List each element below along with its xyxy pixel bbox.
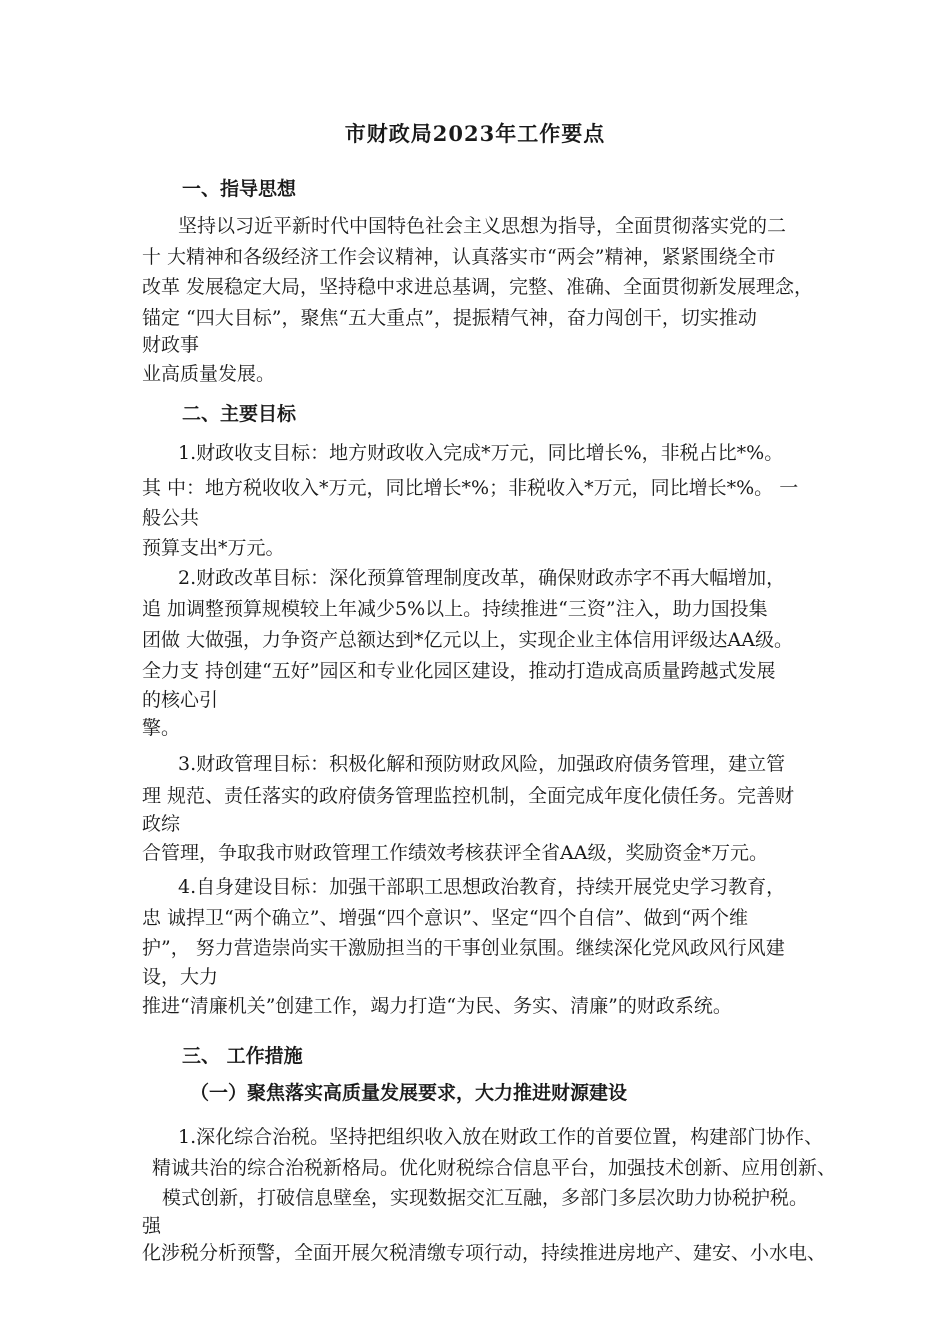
paragraph-line: 1.深化综合治税。坚持把组织收入放在财政工作的首要位置，构建部门协作、 <box>178 1126 824 1148</box>
paragraph-line: 理 规范、责任落实的政府债务管理监控机制，全面完成年度化债任务。完善财 <box>142 785 795 807</box>
paragraph-line: 化涉税分析预警，全面开展欠税清缴专项行动，持续推进房地产、建安、小水电、 <box>142 1242 827 1264</box>
paragraph-line: 精诚共治的综合治税新格局。优化财税综合信息平台，加强技术创新、应用创新、 <box>152 1157 837 1179</box>
paragraph-line: 十 大精神和各级经济工作会议精神，认真落实市“两会”精神，紧紧围绕全市 <box>142 246 776 268</box>
paragraph-line: 擎。 <box>142 717 181 739</box>
paragraph-line: 全力支 持创建“五好”园区和专业化园区建设，推动打造成高质量跨越式发展 <box>142 660 776 682</box>
paragraph-line: 政综 <box>142 813 181 835</box>
paragraph-line: 推进“清廉机关”创建工作，竭力打造“为民、务实、清廉”的财政系统。 <box>142 995 732 1017</box>
section-heading-main-goals: 二、主要目标 <box>182 403 297 425</box>
section-heading-guiding-thought: 一、指导思想 <box>182 178 297 200</box>
paragraph-line: 模式创新，打破信息壁垒，实现数据交汇互融，多部门多层次助力协税护税。 <box>162 1187 809 1209</box>
paragraph-line: 预算支出*万元。 <box>142 537 285 559</box>
paragraph-line: 合管理，争取我市财政管理工作绩效考核获评全省AA级，奖励资金*万元。 <box>142 842 768 864</box>
paragraph-line: 锚定 “四大目标”，聚焦“五大重点”，提振精气神，奋力闯创干，切实推动 <box>142 307 757 329</box>
paragraph-line: 追 加调整预算规模较上年减少5%以上。持续推进“三资”注入，助力国投集 <box>142 598 768 620</box>
paragraph-line: 财政事 <box>142 334 200 356</box>
paragraph-line: 护”， 努力营造崇尚实干激励担当的干事创业氛围。继续深化党风政风行风建 <box>142 937 785 959</box>
paragraph-line: 2.财政改革目标：深化预算管理制度改革，确保财政赤字不再大幅增加， <box>178 567 786 589</box>
paragraph-line: 坚持以习近平新时代中国特色社会主义思想为指导，全面贯彻落实党的二 <box>178 215 787 237</box>
paragraph-line: 1.财政收支目标：地方财政收入完成*万元，同比增长%，非税占比*%。 <box>178 442 784 464</box>
paragraph-line: 其 中：地方税收收入*万元，同比增长*%；非税收入*万元，同比增长*%。 一 <box>142 477 799 499</box>
paragraph-line: 强 <box>142 1215 162 1237</box>
paragraph-line: 忠 诚捍卫“两个确立”、增强“四个意识”、坚定“四个自信”、做到“两个维 <box>142 907 749 929</box>
paragraph-line: 的核心引 <box>142 689 219 711</box>
paragraph-line: 团做 大做强，力争资产总额达到*亿元以上，实现企业主体信用评级达AA级。 <box>142 629 793 651</box>
section-heading-work-measures: 三、 工作措施 <box>182 1045 303 1067</box>
paragraph-line: 4.自身建设目标：加强干部职工思想政治教育，持续开展党史学习教育， <box>178 876 786 898</box>
paragraph-line: 3.财政管理目标：积极化解和预防财政风险，加强政府债务管理，建立管 <box>178 753 786 775</box>
paragraph-line: 改革 发展稳定大局，坚持稳中求进总基调，完整、准确、全面贯彻新发展理念， <box>142 276 814 298</box>
subsection-heading: （一）聚焦落实高质量发展要求，大力推进财源建设 <box>190 1082 628 1104</box>
paragraph-line: 业高质量发展。 <box>142 363 276 385</box>
paragraph-line: 般公共 <box>142 507 200 529</box>
document-title: 市财政局2023年工作要点 <box>344 121 606 146</box>
paragraph-line: 设，大力 <box>142 966 219 988</box>
